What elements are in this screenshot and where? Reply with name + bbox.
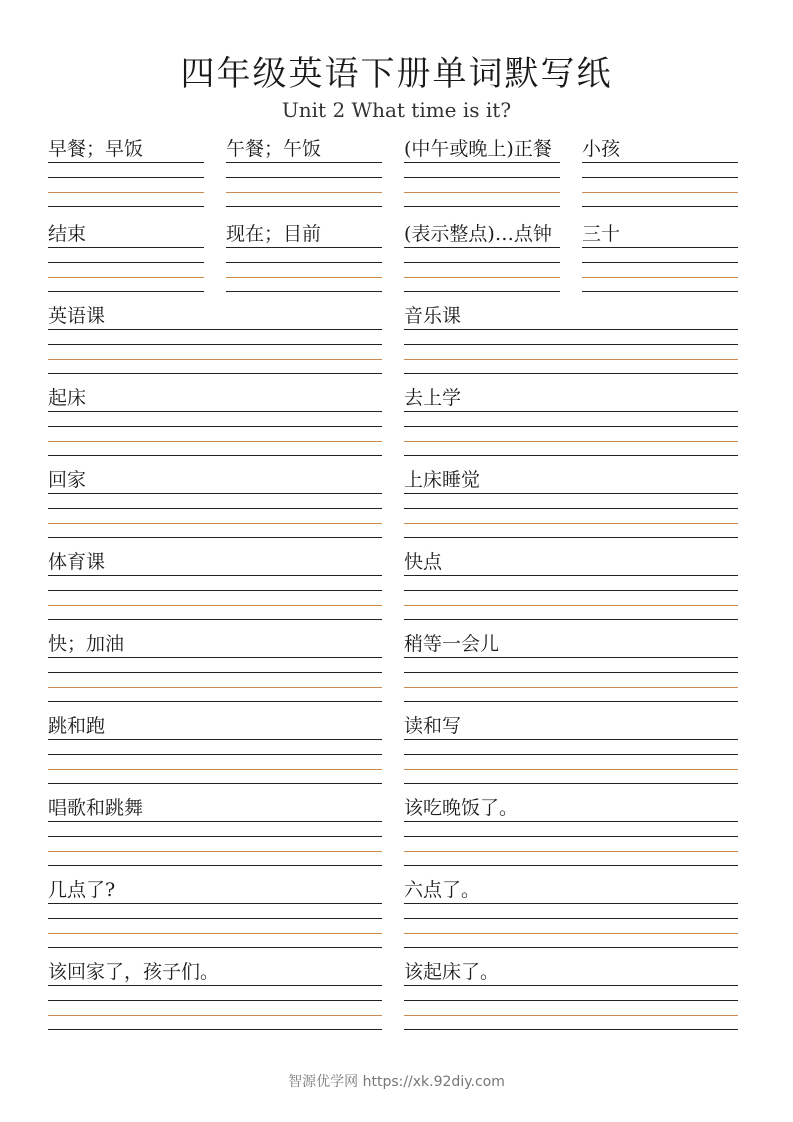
writing-line <box>48 985 382 986</box>
phrase-cell-4-2 <box>404 547 738 619</box>
phrase-cell-9-1 <box>48 957 382 1029</box>
page-subtitle: Unit 2 What time is it? <box>281 98 512 122</box>
writing-line <box>582 262 738 263</box>
writing-line <box>48 262 204 263</box>
writing-line <box>404 619 738 620</box>
writing-guide-line <box>404 605 738 606</box>
writing-guide-line <box>404 933 738 934</box>
phrase-cell-3-2 <box>404 465 738 537</box>
writing-line <box>48 619 382 620</box>
word-prompt: 午餐；午饭 <box>226 138 322 160</box>
writing-line <box>404 162 560 163</box>
word-prompt: 读和写 <box>404 715 462 737</box>
word-prompt: 几点了? <box>48 879 116 901</box>
writing-line <box>404 836 738 837</box>
writing-line <box>404 291 560 292</box>
writing-line <box>404 739 738 740</box>
writing-line <box>48 754 382 755</box>
writing-guide-line <box>404 523 738 524</box>
writing-line <box>48 426 382 427</box>
writing-line <box>404 590 738 591</box>
writing-guide-line <box>404 851 738 852</box>
writing-line <box>48 657 382 658</box>
phrase-cell-4-1 <box>48 547 382 619</box>
writing-line <box>48 455 382 456</box>
writing-line <box>404 657 738 658</box>
writing-line <box>404 206 560 207</box>
writing-line <box>48 1000 382 1001</box>
footer-watermark: 智源优学网 https://xk.92diy.com <box>288 1074 505 1090</box>
writing-line <box>404 329 738 330</box>
writing-line <box>404 373 738 374</box>
writing-line <box>404 903 738 904</box>
writing-line <box>226 206 382 207</box>
word-prompt: 音乐课 <box>404 305 462 327</box>
word-prompt: 早餐；早饭 <box>48 138 144 160</box>
phrase-cell-5-1 <box>48 629 382 701</box>
writing-line <box>404 918 738 919</box>
writing-line <box>48 247 204 248</box>
phrase-cell-5-2 <box>404 629 738 701</box>
word-prompt: (表示整点)…点钟 <box>404 223 552 245</box>
writing-line <box>582 247 738 248</box>
writing-line <box>404 426 738 427</box>
writing-line <box>404 672 738 673</box>
phrase-cell-2-1 <box>48 383 382 455</box>
writing-line <box>404 1029 738 1030</box>
writing-guide-line <box>48 523 382 524</box>
writing-line <box>404 985 738 986</box>
word-prompt: 稍等一会儿 <box>404 633 500 655</box>
writing-line <box>404 247 560 248</box>
writing-line <box>48 206 204 207</box>
writing-guide-line <box>404 1015 738 1016</box>
word-cell-row1-3 <box>404 134 560 206</box>
writing-guide-line <box>48 277 204 278</box>
writing-line <box>48 903 382 904</box>
writing-guide-line <box>48 933 382 934</box>
word-prompt: 快；加油 <box>48 633 125 655</box>
writing-line <box>404 177 560 178</box>
writing-line <box>48 701 382 702</box>
word-prompt: 结束 <box>48 223 87 245</box>
phrase-cell-8-2 <box>404 875 738 947</box>
word-prompt: 跳和跑 <box>48 715 106 737</box>
word-cell-row2-2 <box>226 219 382 291</box>
word-cell-row1-4 <box>582 134 738 206</box>
writing-line <box>404 783 738 784</box>
writing-guide-line <box>404 441 738 442</box>
writing-guide-line <box>48 851 382 852</box>
phrase-cell-1-2 <box>404 301 738 373</box>
writing-line <box>48 329 382 330</box>
word-prompt: 起床 <box>48 387 87 409</box>
word-prompt: 回家 <box>48 469 87 491</box>
word-prompt: 该起床了。 <box>404 961 500 983</box>
writing-line <box>48 537 382 538</box>
writing-line <box>582 162 738 163</box>
word-prompt: 六点了。 <box>404 879 481 901</box>
writing-line <box>48 1029 382 1030</box>
writing-line <box>404 754 738 755</box>
phrase-cell-6-2 <box>404 711 738 783</box>
word-prompt: 三十 <box>582 223 621 245</box>
writing-line <box>48 493 382 494</box>
writing-line <box>48 291 204 292</box>
writing-line <box>582 206 738 207</box>
writing-line <box>226 247 382 248</box>
writing-guide-line <box>48 769 382 770</box>
word-prompt: 体育课 <box>48 551 106 573</box>
writing-line <box>404 537 738 538</box>
writing-line <box>48 865 382 866</box>
writing-line <box>48 508 382 509</box>
writing-line <box>48 918 382 919</box>
writing-guide-line <box>48 359 382 360</box>
writing-guide-line <box>404 687 738 688</box>
word-prompt: 快点 <box>404 551 443 573</box>
writing-line <box>48 821 382 822</box>
phrase-cell-7-2 <box>404 793 738 865</box>
writing-line <box>48 344 382 345</box>
writing-line <box>48 947 382 948</box>
writing-guide-line <box>48 1015 382 1016</box>
writing-line <box>404 865 738 866</box>
word-cell-row1-1 <box>48 134 204 206</box>
phrase-cell-2-2 <box>404 383 738 455</box>
writing-line <box>48 783 382 784</box>
writing-line <box>48 672 382 673</box>
writing-guide-line <box>404 769 738 770</box>
writing-line <box>404 1000 738 1001</box>
word-cell-row2-1 <box>48 219 204 291</box>
writing-line <box>404 411 738 412</box>
writing-guide-line <box>48 192 204 193</box>
word-prompt: (中午或晚上)正餐 <box>404 138 552 160</box>
writing-line <box>404 821 738 822</box>
writing-line <box>404 947 738 948</box>
writing-guide-line <box>582 192 738 193</box>
writing-guide-line <box>48 605 382 606</box>
writing-line <box>48 590 382 591</box>
writing-guide-line <box>404 359 738 360</box>
writing-line <box>226 262 382 263</box>
writing-guide-line <box>48 687 382 688</box>
phrase-cell-1-1 <box>48 301 382 373</box>
writing-guide-line <box>404 277 560 278</box>
word-prompt: 小孩 <box>582 138 621 160</box>
writing-guide-line <box>226 192 382 193</box>
phrase-cell-7-1 <box>48 793 382 865</box>
writing-guide-line <box>582 277 738 278</box>
writing-line <box>404 455 738 456</box>
writing-line <box>48 739 382 740</box>
phrase-cell-8-1 <box>48 875 382 947</box>
writing-line <box>48 575 382 576</box>
writing-line <box>404 344 738 345</box>
writing-line <box>582 291 738 292</box>
phrase-cell-3-1 <box>48 465 382 537</box>
word-cell-row1-2 <box>226 134 382 206</box>
writing-line <box>582 177 738 178</box>
writing-line <box>226 291 382 292</box>
writing-line <box>48 162 204 163</box>
page-title: 四年级英语下册单词默写纸 <box>180 54 613 94</box>
writing-line <box>404 508 738 509</box>
phrase-cell-6-1 <box>48 711 382 783</box>
word-cell-row2-4 <box>582 219 738 291</box>
writing-line <box>48 373 382 374</box>
word-prompt: 现在；目前 <box>226 223 322 245</box>
word-prompt: 唱歌和跳舞 <box>48 797 144 819</box>
writing-line <box>404 575 738 576</box>
word-prompt: 该回家了，孩子们。 <box>48 961 220 983</box>
word-prompt: 该吃晚饭了。 <box>404 797 519 819</box>
writing-guide-line <box>404 192 560 193</box>
writing-line <box>48 411 382 412</box>
writing-line <box>226 177 382 178</box>
writing-guide-line <box>48 441 382 442</box>
writing-line <box>404 493 738 494</box>
word-cell-row2-3 <box>404 219 560 291</box>
writing-line <box>404 262 560 263</box>
writing-line <box>226 162 382 163</box>
word-prompt: 去上学 <box>404 387 462 409</box>
writing-line <box>48 836 382 837</box>
phrase-cell-9-2 <box>404 957 738 1029</box>
writing-line <box>48 177 204 178</box>
word-prompt: 英语课 <box>48 305 106 327</box>
word-prompt: 上床睡觉 <box>404 469 481 491</box>
writing-line <box>404 701 738 702</box>
writing-guide-line <box>226 277 382 278</box>
